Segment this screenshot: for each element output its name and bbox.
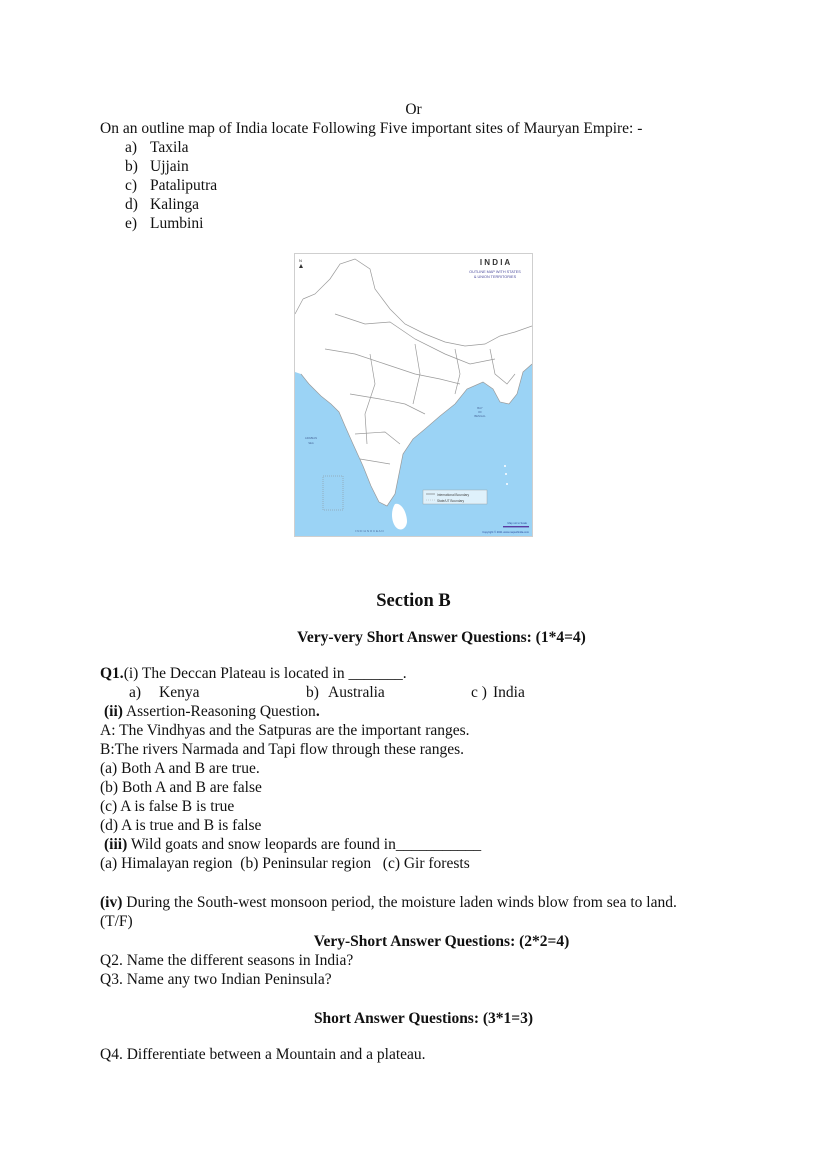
section-title: Section B bbox=[376, 591, 451, 611]
part-text: During the South-west monsoon period, the moisture laden winds blow from sea to land. bbox=[122, 894, 677, 911]
option-item: (a) Both A and B are true. bbox=[100, 760, 260, 777]
list-marker: b) bbox=[125, 158, 138, 175]
q1-part-ii bbox=[104, 702, 320, 721]
north-label: N bbox=[299, 258, 302, 263]
option-item: (c) A is false B is true bbox=[100, 798, 235, 815]
part-text: Assertion-Reasoning Question bbox=[122, 703, 316, 720]
list-item bbox=[125, 195, 199, 214]
scale-note: Map not to Scale bbox=[507, 522, 527, 525]
sa-heading: Short Answer Questions: (3*1=3) bbox=[313, 1010, 534, 1027]
option-text: Kenya bbox=[159, 684, 200, 701]
list-item bbox=[125, 138, 189, 157]
part-label: (iii) bbox=[104, 836, 128, 853]
option-item bbox=[129, 683, 199, 702]
option-item: (d) A is true and B is false bbox=[100, 817, 262, 834]
part-label: (ii) bbox=[104, 703, 123, 720]
list-item bbox=[125, 214, 203, 233]
question-q4: Q4. Differentiate between a Mountain and a plateau. bbox=[100, 1046, 426, 1063]
map-instruction: On an outline map of India locate Following Five important sites of Mauryan Empire: - bbox=[100, 120, 643, 137]
map-subtitle-1: OUTLINE MAP WITH STATES bbox=[469, 270, 521, 274]
option-marker: c ) bbox=[471, 684, 487, 701]
q1-label: Q1. bbox=[100, 665, 124, 682]
options-iii: (a) Himalayan region (b) Peninsular region (c) Gir forests bbox=[100, 855, 470, 872]
q1-part-i bbox=[100, 664, 407, 683]
part-dot: . bbox=[315, 703, 320, 720]
map-title: I N D I A bbox=[479, 258, 511, 267]
q1-part-iii bbox=[104, 835, 481, 854]
true-false-label: (T/F) bbox=[100, 913, 133, 930]
option-item: (b) Both A and B are false bbox=[100, 779, 262, 796]
question-q3: Q3. Name any two Indian Peninsula? bbox=[100, 971, 332, 988]
map-subtitle-2: & UNION TERRITORIES bbox=[473, 275, 517, 279]
list-marker: e) bbox=[125, 215, 138, 232]
legend-international: International Boundary bbox=[437, 493, 470, 497]
arabian-sea-label: ARABIAN bbox=[304, 436, 318, 440]
bay-label: OF bbox=[478, 410, 482, 414]
arabian-sea-label: SEA bbox=[308, 441, 314, 445]
reason-text: B:The rivers Narmada and Tapi flow through these ranges. bbox=[100, 741, 465, 758]
question-q2: Q2. Name the different seasons in India? bbox=[100, 952, 354, 969]
q1-part-i-text: (i) The Deccan Plateau is located in _______. bbox=[123, 665, 407, 682]
list-marker: a) bbox=[125, 139, 138, 156]
bay-label: BAY bbox=[477, 406, 483, 410]
site-name: Ujjain bbox=[150, 158, 189, 175]
option-item bbox=[471, 683, 525, 702]
q1-part-iv bbox=[100, 893, 677, 912]
option-text: India bbox=[493, 684, 525, 701]
option-marker: b) bbox=[306, 684, 319, 701]
map-copyright: Copyright © 2021 www.mapsofindia.com bbox=[482, 531, 529, 534]
list-item bbox=[125, 157, 189, 176]
part-label: (iv) bbox=[100, 894, 123, 911]
india-outline-map bbox=[294, 253, 533, 537]
part-text: Wild goats and snow leopards are found in___________ bbox=[127, 836, 482, 853]
list-marker: d) bbox=[125, 196, 138, 213]
vvsa-heading: Very-very Short Answer Questions: (1*4=4) bbox=[297, 629, 586, 646]
bay-label: BENGAL bbox=[474, 414, 486, 418]
ocean-label: I N D I A N O C E A N bbox=[355, 529, 384, 533]
vsa-heading: Very-Short Answer Questions: (2*2=4) bbox=[313, 933, 570, 950]
legend-state: State/UT Boundary bbox=[437, 499, 465, 503]
option-item bbox=[306, 683, 385, 702]
list-marker: c) bbox=[125, 177, 138, 194]
option-text: Australia bbox=[328, 684, 385, 701]
site-name: Taxila bbox=[150, 139, 189, 156]
or-label: Or bbox=[405, 101, 422, 118]
option-marker: a) bbox=[129, 684, 142, 701]
assertion-text: A: The Vindhyas and the Satpuras are the important ranges. bbox=[100, 722, 470, 739]
site-name: Kalinga bbox=[150, 196, 200, 213]
site-name: Lumbini bbox=[150, 215, 204, 232]
site-name: Pataliputra bbox=[150, 177, 218, 194]
list-item bbox=[125, 176, 217, 195]
